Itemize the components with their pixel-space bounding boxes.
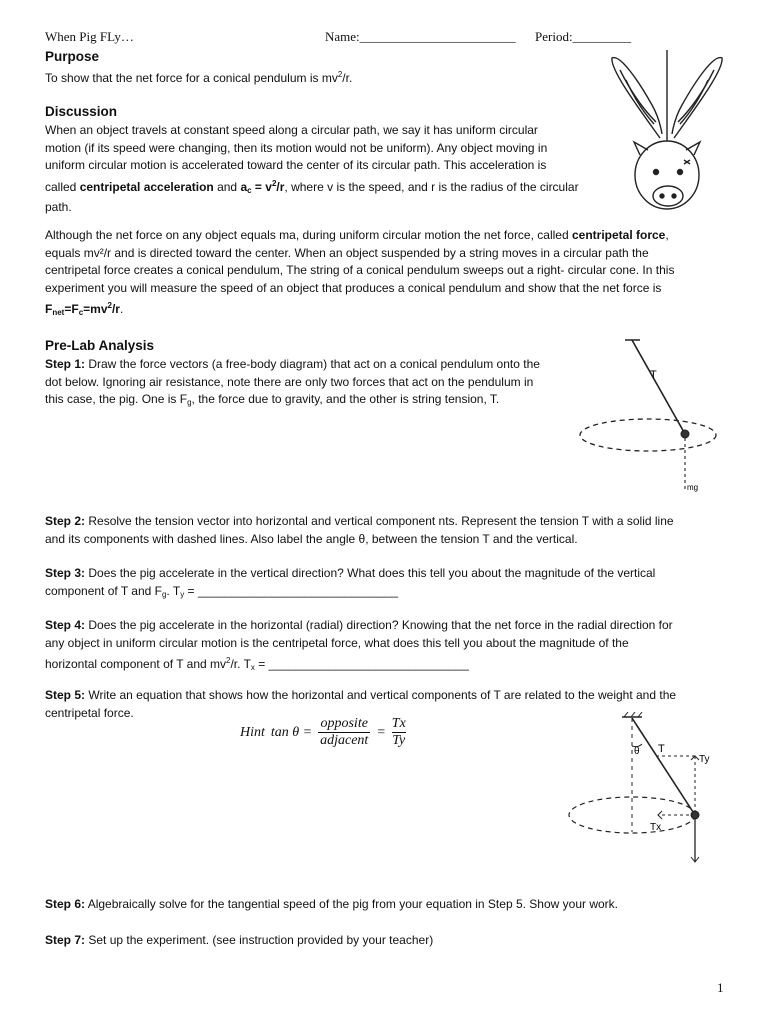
discussion-line: motion (if its speed were changing, then its motion would not be uniform). Any object moving in (45, 140, 548, 155)
tension-label-2: T (658, 743, 665, 755)
step-2: Step 2: Resolve the tension vector into horizontal and vertical component nts. Represent the tension T with a solid line and its components with dashed lines. Also label the angle θ, between the tension T and the vertical. (45, 514, 674, 546)
flying-pig-illustration (590, 50, 750, 230)
name-blank: ________________________ (359, 29, 516, 44)
tension-components-figure (560, 712, 730, 872)
step-4: Step 4: Does the pig accelerate in the horizontal (radial) direction? Knowing that the net force in the radial direction for any object in uniform circular motion is the centripetal force, what does this tell you about the magnitude of the horizontal component of T and $mv^2/r$. $T_x$ = ______________________________ (45, 618, 673, 672)
discussion-paragraph-1 (45, 122, 605, 217)
step-1: Step 1: Draw the force vectors (a free-body diagram) that act on a conical pendulum onto the dot below. Ignoring air resistance, note there are only two forces that act on the pendulum in this case, the pig. One is $F_g$, the force due to gravity, and the other is string tension, T. (45, 357, 540, 407)
worksheet-title: When Pig FLy… (45, 29, 134, 44)
period-field[interactable] (535, 29, 631, 45)
ty-label: Ty (699, 754, 710, 765)
discussion-line: uniform circular motion is accelerated toward the center of its circular path. This acceleration is (45, 158, 547, 172)
tx-label: Tx (650, 822, 662, 833)
period-blank: _________ (572, 29, 632, 44)
discussion-line: When an object travels at constant speed along a circular path, we say it has uniform circular (45, 123, 538, 137)
hint-formula: Hint tan θ = opposite adjacent = Tx Ty (240, 716, 406, 748)
prelab-heading: Pre-Lab Analysis (45, 338, 155, 353)
discussion-paragraph-2: Although the net force on any object equals ma, during uniform circular motion the net force, called centripetal force, equals mv²/r and is directed toward the center. When an object suspended by a string moves in a circular path the centripetal force creates a conical pendulum, The string of a conical pendulum sweeps out a right- circular cone. In this experiment you will measure the speed of an object that produces a conical pendulum and show that the net force is $F_{net}=F_c=mv^2/r$. (45, 228, 675, 317)
conical-pendulum-figure (570, 338, 720, 498)
theta-label: θ (634, 746, 640, 757)
step-3: Step 3: Does the pig accelerate in the vertical direction? What does this tell you about the magnitude of the vertical component of T and $F_g$. $T_y$ = ______________________________ (45, 566, 656, 599)
purpose-heading: Purpose (45, 49, 100, 64)
name-label: Name: (325, 29, 360, 44)
discussion-heading: Discussion (45, 104, 118, 119)
tension-label: T (650, 369, 657, 381)
name-field[interactable] (325, 29, 516, 45)
discussion-line: called centripetal acceleration and $a_c = v^2/r$, where v is the speed, and r is the radius of the circular (45, 178, 579, 195)
mg-label: mg (687, 483, 699, 492)
discussion-line: path. (45, 200, 72, 214)
step-6: Step 6: Algebraically solve for the tangential speed of the pig from your equation in Step 5. Show your work. (45, 897, 618, 911)
period-label: Period: (535, 29, 573, 44)
step-5: Step 5: Write an equation that shows how the horizontal and vertical components of T are related to the weight and the centripetal force. (45, 688, 677, 720)
step-7: Step 7: Set up the experiment. (see instruction provided by your teacher) (45, 933, 434, 947)
page-number: 1 (717, 980, 724, 995)
purpose-text: To show that the net force for a conical pendulum is $mv^2/r$. (45, 70, 353, 85)
